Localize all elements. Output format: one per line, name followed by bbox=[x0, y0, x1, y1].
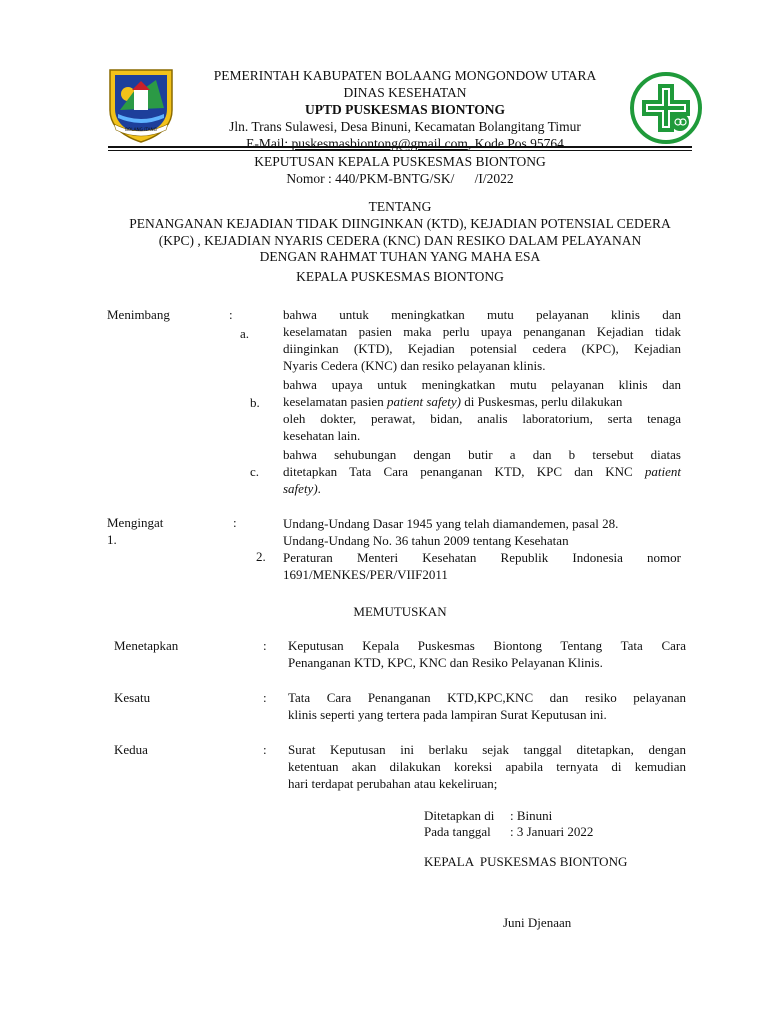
kedua-text bbox=[288, 741, 686, 792]
mengingat-item: Undang-Undang Dasar 1945 yang telah diamandemen, pasal 28. bbox=[283, 516, 619, 531]
kedua-colon: : bbox=[263, 742, 267, 757]
mengingat-colon: : bbox=[233, 515, 237, 530]
mengingat-label: Mengingat bbox=[107, 515, 164, 530]
menimbang-point-b bbox=[283, 376, 681, 444]
menimbang-a-line: bahwa untuk meningkatkan mutu pelayanan klinis dan bbox=[283, 307, 681, 322]
menetapkan-text bbox=[288, 637, 686, 671]
mengingat-item: Undang-Undang No. 36 tahun 2009 tentang Kesehatan bbox=[283, 533, 569, 548]
official-title: KEPALA PUSKESMAS BIONTONG bbox=[296, 269, 504, 284]
c-italic-term: safety) bbox=[283, 481, 318, 496]
b-text: di Puskesmas, perlu dilakukan bbox=[460, 394, 623, 409]
decree-about: TENTANG bbox=[368, 199, 432, 214]
menimbang-a-line: Nyaris Cedera (KNC) dan resiko pelayanan klinis. bbox=[283, 358, 546, 373]
mengingat-marker-2: 2. bbox=[256, 549, 266, 564]
menimbang-a-line: keselamatan pasien maka perlu upaya penanganan Kejadian tidak bbox=[283, 324, 681, 339]
menetapkan-colon: : bbox=[263, 638, 267, 653]
signature-place-value: : Binuni bbox=[510, 808, 553, 823]
kesatu-label: Kesatu bbox=[114, 690, 151, 705]
decree-title: KEPUTUSAN KEPALA PUSKESMAS BIONTONG bbox=[254, 154, 546, 169]
kesatu-line: klinis seperti yang tertera pada lampiran Surat Keputusan ini. bbox=[288, 707, 607, 722]
decree-subject-block bbox=[90, 198, 710, 249]
menetapkan-line: Keputusan Kepala Puskesmas Biontong Tentang Tata Cara bbox=[288, 638, 686, 653]
decree-number: Nomor : 440/PKM-BNTG/SK/ /I/2022 bbox=[286, 171, 514, 186]
decree-subject-line2: (KPC) , KEJADIAN NYARIS CEDERA (KNC) DAN RESIKO DALAM PELAYANAN bbox=[158, 233, 642, 248]
decree-subject-line1: PENANGANAN KEJADIAN TIDAK DIINGINKAN (KTD), KEJADIAN POTENSIAL CEDERA bbox=[129, 216, 671, 231]
menimbang-marker-a: a. bbox=[240, 326, 250, 341]
letterhead-address: Jln. Trans Sulawesi, Desa Binuni, Kecamatan Bolangitang Timur bbox=[229, 119, 581, 134]
signature-place-label: Ditetapkan di bbox=[424, 808, 495, 823]
menimbang-a-line: diinginkan (KTD), Kejadian potensial cedera (KPC), Kejadian bbox=[283, 341, 681, 356]
kedua-line: Surat Keputusan ini berlaku sejak tanggal ditetapkan, dengan bbox=[288, 742, 686, 757]
email-prefix: E-Mail: bbox=[246, 136, 292, 151]
menimbang-b-line bbox=[283, 393, 681, 410]
letterhead-divider-thin bbox=[108, 150, 692, 151]
mengingat-item: Peraturan Menteri Kesehatan Republik Indonesia nomor bbox=[283, 550, 681, 565]
b-text: keselamatan pasien bbox=[283, 394, 387, 409]
menimbang-colon: : bbox=[229, 307, 233, 322]
menimbang-label: Menimbang bbox=[107, 307, 170, 322]
email-link[interactable]: puskesmasbiontong@gmail.com bbox=[291, 136, 468, 151]
letterhead bbox=[180, 67, 630, 152]
kedua-line: ketentuan akan dilakukan koreksi apabila ternyata di kemudian bbox=[288, 759, 686, 774]
signature-date-value: : 3 Januari 2022 bbox=[510, 824, 594, 839]
menimbang-marker-c: c. bbox=[250, 464, 260, 479]
menimbang-c-line bbox=[283, 463, 681, 480]
mengingat-marker-1: 1. bbox=[107, 532, 117, 547]
menimbang-marker-b: b. bbox=[250, 395, 260, 410]
menetapkan-line: Penanganan KTD, KPC, KNC dan Resiko Pelayanan Klinis. bbox=[288, 655, 603, 670]
signature-position: KEPALA PUSKESMAS BIONTONG bbox=[424, 854, 628, 869]
menimbang-b-line: oleh dokter, perawat, bidan, analis laboratorium, serta tenaga bbox=[283, 411, 681, 426]
c-text: ditetapkan Tata Cara penanganan KTD, KPC dan KNC bbox=[283, 464, 645, 479]
kesatu-text bbox=[288, 689, 686, 723]
menimbang-c-line bbox=[283, 480, 681, 497]
menimbang-c-line: bahwa sehubungan dengan butir a dan b tersebut diatas bbox=[283, 447, 681, 462]
letterhead-divider-thick bbox=[108, 146, 692, 148]
kedua-line: hari terdapat perubahan atau kekeliruan; bbox=[288, 776, 498, 791]
kedua-label: Kedua bbox=[114, 742, 148, 757]
menimbang-b-line: bahwa upaya untuk meningkatkan mutu pelayanan klinis dan bbox=[283, 377, 681, 392]
memutuskan-heading: MEMUTUSKAN bbox=[353, 604, 447, 619]
signature-date-label: Pada tanggal bbox=[424, 824, 491, 839]
menimbang-point-a bbox=[283, 306, 681, 374]
postal-code: , Kode Pos 95764 bbox=[467, 136, 564, 151]
menimbang-b-line: kesehatan lain. bbox=[283, 428, 361, 443]
emblem-ribbon-text: BOLANG ITANG bbox=[125, 127, 157, 132]
kesatu-colon: : bbox=[263, 690, 267, 705]
letterhead-unit: UPTD PUSKESMAS BIONTONG bbox=[304, 102, 506, 117]
puskesmas-logo bbox=[628, 70, 704, 146]
b-italic-term: patient safety) bbox=[386, 394, 461, 409]
c-text: . bbox=[317, 481, 321, 496]
letterhead-government: PEMERINTAH KABUPATEN BOLAANG MONGONDOW UTARA bbox=[213, 68, 597, 83]
regency-emblem bbox=[104, 66, 178, 144]
menimbang-point-c bbox=[283, 446, 681, 497]
menetapkan-label: Menetapkan bbox=[114, 638, 179, 653]
kesatu-line: Tata Cara Penanganan KTD,KPC,KNC dan resiko pelayanan bbox=[288, 690, 686, 705]
letterhead-department: DINAS KESEHATAN bbox=[343, 85, 467, 100]
mengingat-list bbox=[283, 515, 681, 583]
signatory-name: Juni Djenaan bbox=[503, 915, 572, 930]
mengingat-item: 1691/MENKES/PER/VIIF2011 bbox=[283, 567, 448, 582]
decree-title-block bbox=[100, 153, 700, 187]
c-italic-term: patient bbox=[644, 464, 681, 479]
grace-statement: DENGAN RAHMAT TUHAN YANG MAHA ESA bbox=[259, 249, 541, 264]
